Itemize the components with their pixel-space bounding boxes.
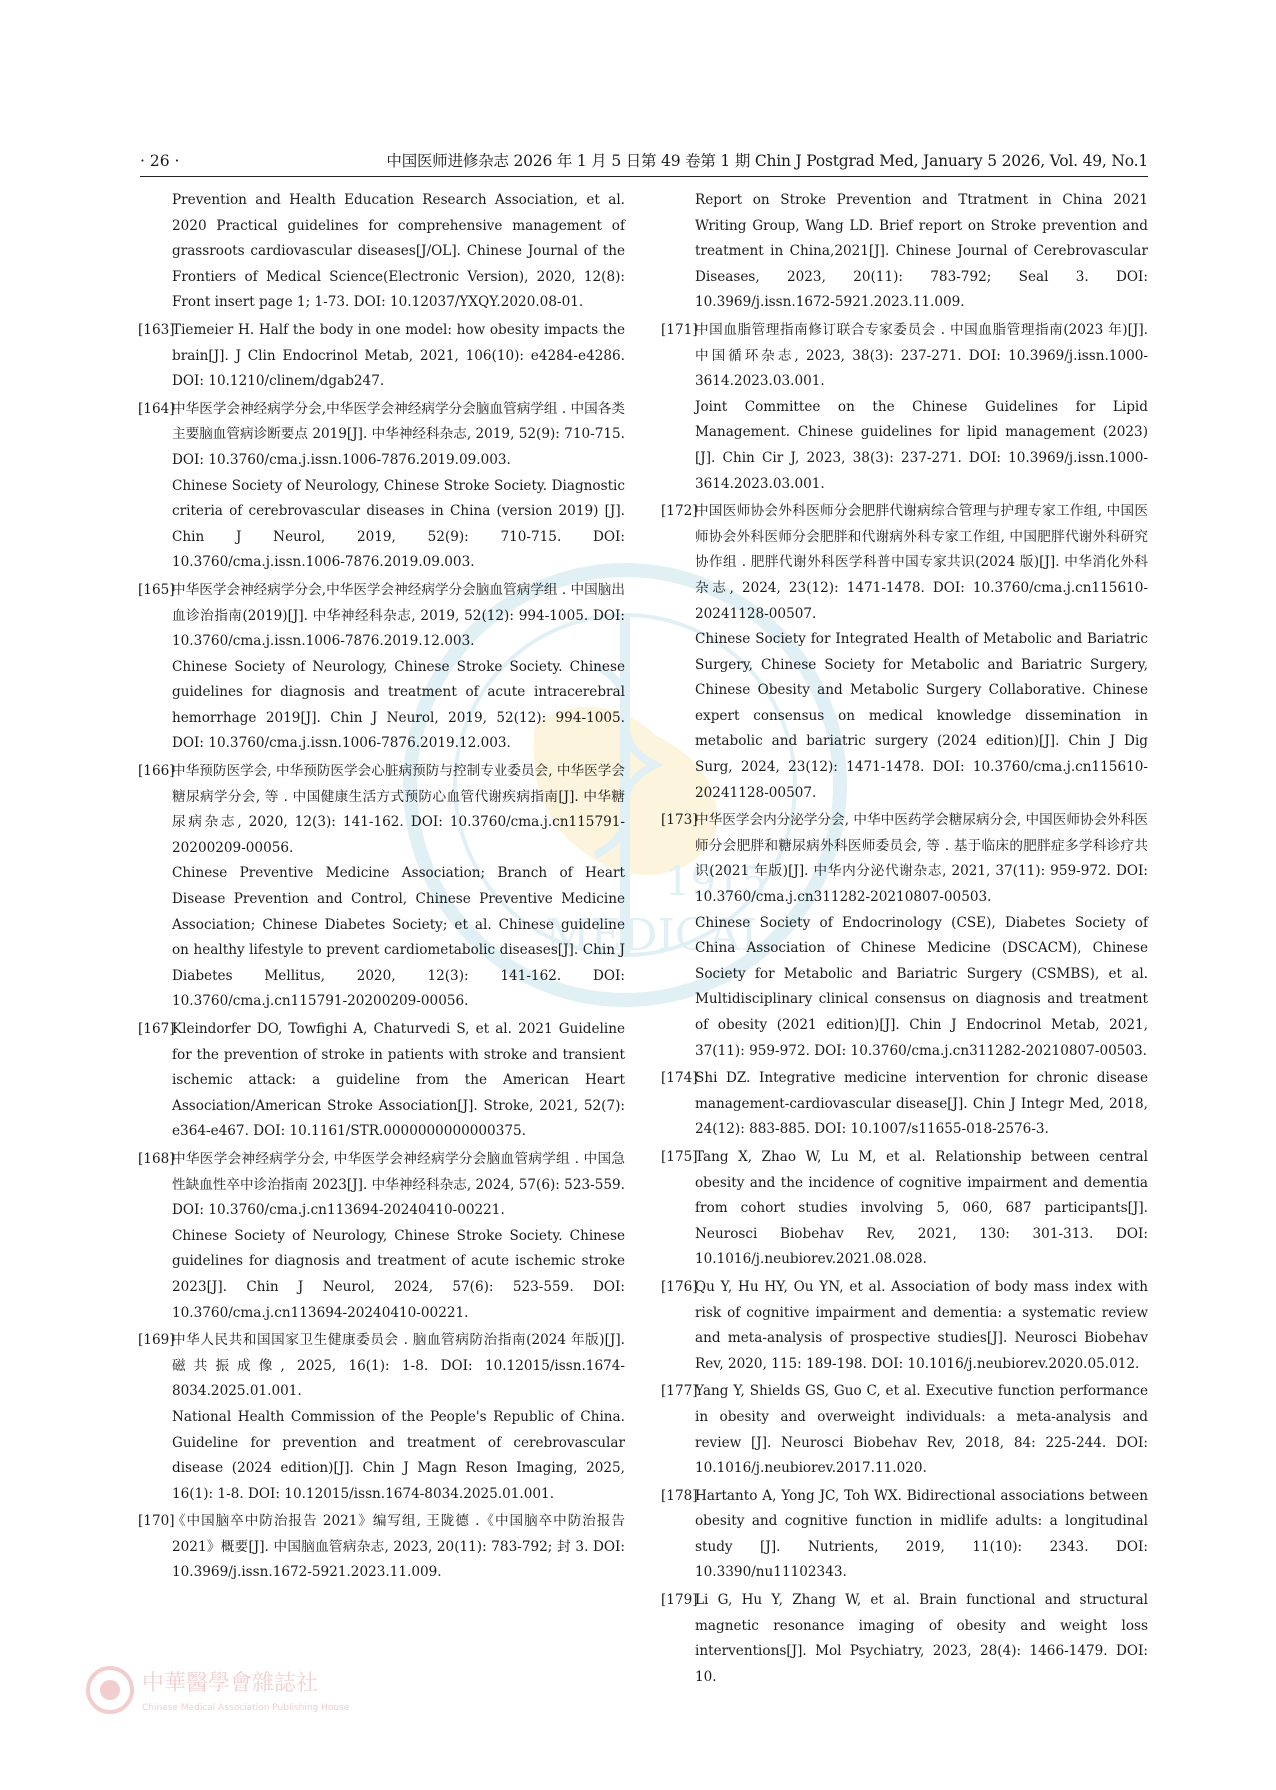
publisher-logo bbox=[80, 1660, 560, 1720]
reference-entry bbox=[663, 1145, 1148, 1273]
reference-text: 中华预防医学会, 中华预防医学会心脏病预防与控制专业委员会, 中华医学会糖尿病学分会, 等 . 中国健康生活方式预防心血管代谢疾病指南[J]. 中华糖尿病杂志, 2020, 12(3): 141-162. DOI: 10.3760/cma.j.cn115791-20200209-00056. bbox=[172, 763, 625, 856]
left-column-references bbox=[140, 188, 625, 1588]
reference-english-translation: Chinese Preventive Medicine Association; Branch of Heart Disease Prevention and Control, Chinese Preventive Medicine Association; Chinese Diabetes Society; et al. Chinese guideline on healthy lifestyle to prevent cardiometabolic diseases[J]. Chin J Diabetes Mellitus, 2020, 12(3): 141-162. DOI: 10.3760/cma.j.cn115791-20200209-00056. bbox=[172, 865, 625, 1010]
reference-number: [174] bbox=[661, 1070, 698, 1087]
reference-entry bbox=[663, 1066, 1148, 1143]
reference-text: Tang X, Zhao W, Lu M, et al. Relationship between central obesity and the incidence of cognitive impairment and dementia from cohort studies involving 5, 060, 687 participants[J]. Neurosci Biobehav Rev, 2021, 130: 301-313. DOI: 10.1016/j.neubiorev.2021.08.028. bbox=[695, 1148, 1148, 1268]
journal-info: 中国医师进修杂志 2026 年 1 月 5 日第 49 卷第 1 期 Chin J Postgrad Med, January 5 2026, Vol. 49, No.1 bbox=[386, 152, 1148, 170]
reference-number: [164] bbox=[138, 400, 175, 417]
reference-text: 中华医学会神经病学分会, 中华医学会神经病学分会脑血管病学组 . 中国急性缺血性卒中诊治指南 2023[J]. 中华神经科杂志, 2024, 57(6): 523-559. DOI: 10.3760/cma.j.cn113694-20240410-00221. bbox=[172, 1150, 625, 1219]
reference-entry bbox=[663, 1588, 1148, 1690]
reference-number: [168] bbox=[138, 1150, 175, 1167]
reference-number: [165] bbox=[138, 581, 175, 598]
reference-number: [177] bbox=[661, 1383, 698, 1400]
reference-english-translation: Chinese Society of Neurology, Chinese Stroke Society. Diagnostic criteria of cerebrovascular diseases in China (version 2019) [J]. Chin J Neurol, 2019, 52(9): 710-715. DOI: 10.3760/cma.j.issn.1006-7876.2019.09.003. bbox=[172, 477, 625, 571]
reference-entry bbox=[140, 397, 625, 576]
reference-text: 中华医学会内分泌学分会, 中华中医药学会糖尿病分会, 中国医师协会外科医师分会肥胖和糖尿病外科医师委员会, 等 . 基于临床的肥胖症多学科诊疗共识(2021 年版)[J]. 中华内分泌代谢杂志, 2021, 37(11): 959-972. DOI: 10.3760/cma.j.cn311282-20210807-00503. bbox=[695, 812, 1148, 906]
reference-text: 中国医师协会外科医师分会肥胖代谢病综合管理与护理专家工作组, 中国医师协会外科医师分会肥胖和代谢病外科专家工作组, 中国肥胖代谢外科研究协作组 . 肥胖代谢外科医学科普中国专家共识(2024 版)[J]. 中华消化外科杂志, 2024, 23(12): 1471-1478. DOI: 10.3760/cma.j.cn115610-20241128-00507. bbox=[695, 503, 1148, 622]
reference-text: Report on Stroke Prevention and Ttratment in China 2021 Writing Group, Wang LD. Brief report on Stroke prevention and treatment in China,2021[J]. Chinese Journal of Cerebrovascular Diseases, 2023, 20(11): 783-792; Seal 3. DOI: 10.3969/j.issn.1672-5921.2023.11.009. bbox=[695, 192, 1148, 311]
reference-english-translation: National Health Commission of the People's Republic of China. Guideline for prevention and treatment of cerebrovascular disease (2024 edition)[J]. Chin J Magn Reson Imaging, 2025, 16(1): 1-8. DOI: 10.12015/issn.1674-8034.2025.01.001. bbox=[172, 1408, 625, 1502]
reference-entry bbox=[140, 1328, 625, 1507]
right-column-references bbox=[663, 188, 1148, 1692]
reference-text: Shi DZ. Integrative medicine intervention for chronic disease management-cardiovascular disease[J]. Chin J Integr Med, 2018, 24(12): 883-885. DOI: 10.1007/s11655-018-2576-3. bbox=[695, 1070, 1148, 1138]
reference-text: Hartanto A, Yong JC, Toh WX. Bidirectional associations between obesity and cognitive function in midlife adults: a longitudinal study [J]. Nutrients, 2019, 11(10): 2343. DOI: 10.3390/nu11102343. bbox=[695, 1487, 1148, 1581]
reference-english-translation: Joint Committee on the Chinese Guidelines for Lipid Management. Chinese guidelines for lipid management (2023) [J]. Chin Cir J, 2023, 38(3): 237-271. DOI: 10.3969/j.issn.1000-3614.2023.03.001. bbox=[695, 398, 1148, 492]
reference-number: [175] bbox=[661, 1148, 698, 1165]
reference-entry bbox=[663, 318, 1148, 497]
reference-english-translation: Chinese Society of Endocrinology (CSE), Diabetes Society of China Association of Chinese Medicine (DSCACM), Chinese Society for Metabolic and Bariatric Surgery (CSMBS), et al. Multidisciplinary clinical consensus on diagnosis and treatment of obesity (2021 edition)[J]. Chin J Endocrinol Metab, 2021, 37(11): 959-972. DOI: 10.3760/cma.j.cn311282-20210807-00503. bbox=[695, 914, 1148, 1059]
reference-number: [169] bbox=[138, 1332, 175, 1349]
reference-english-translation: Chinese Society of Neurology, Chinese Stroke Society. Chinese guidelines for diagnosis and treatment of acute intracerebral hemorrhage 2019[J]. Chin J Neurol, 2019, 52(12): 994-1005. DOI: 10.3760/cma.j.issn.1006-7876.2019.12.003. bbox=[172, 658, 625, 752]
reference-number: [172] bbox=[661, 503, 698, 520]
reference-entry bbox=[663, 1275, 1148, 1377]
reference-number: [170] bbox=[138, 1513, 175, 1530]
reference-number: [179] bbox=[661, 1592, 698, 1609]
reference-text: 中华人民共和国国家卫生健康委员会 . 脑血管病防治指南(2024 年版)[J]. 磁共振成像, 2025, 16(1): 1-8. DOI: 10.12015/issn.1674-8034.2025.01.001. bbox=[172, 1332, 625, 1400]
reference-entry bbox=[140, 188, 625, 316]
reference-number: [178] bbox=[661, 1487, 698, 1504]
reference-entry bbox=[140, 1017, 625, 1145]
reference-entry bbox=[663, 499, 1148, 806]
svg-text:中華醫學會雜誌社: 中華醫學會雜誌社 bbox=[142, 1671, 319, 1696]
reference-entry bbox=[663, 188, 1148, 316]
reference-number: [166] bbox=[138, 763, 175, 780]
reference-entry bbox=[140, 318, 625, 395]
svg-text:1915: 1915 bbox=[665, 859, 767, 905]
reference-text: Yang Y, Shields GS, Guo C, et al. Executive function performance in obesity and overweight individuals: a meta-analysis and review [J]. Neurosci Biobehav Rev, 2018, 84: 225-244. DOI: 10.1016/j.neubiorev.2017.11.020. bbox=[695, 1383, 1148, 1477]
reference-entry bbox=[663, 1484, 1148, 1586]
reference-number: [171] bbox=[661, 321, 698, 338]
svg-text:MEDICAL: MEDICAL bbox=[545, 910, 770, 961]
reference-number: [167] bbox=[138, 1021, 175, 1037]
reference-text: 《中国脑卒中防治报告 2021》编写组, 王陇德 .《中国脑卒中防治报告 2021》概要[J]. 中国脑血管病杂志, 2023, 20(11): 783-792; 封 3. DOI: 10.3969/j.issn.1672-5921.2023.11.009. bbox=[172, 1513, 625, 1581]
reference-text: 中华医学会神经病学分会,中华医学会神经病学分会脑血管病学组 . 中国各类主要脑血管病诊断要点 2019[J]. 中华神经科杂志, 2019, 52(9): 710-715. DOI: 10.3760/cma.j.issn.1006-7876.2019.09.003. bbox=[172, 400, 625, 468]
reference-entry bbox=[140, 578, 625, 757]
reference-text: 中华医学会神经病学分会,中华医学会神经病学分会脑血管病学组 . 中国脑出血诊治指南(2019)[J]. 中华神经科杂志, 2019, 52(12): 994-1005. DOI: 10.3760/cma.j.issn.1006-7876.2019.12.003. bbox=[172, 581, 625, 650]
reference-text: 中国血脂管理指南修订联合专家委员会 . 中国血脂管理指南(2023 年)[J]. 中国循环杂志, 2023, 38(3): 237-271. DOI: 10.3969/j.issn.1000-3614.2023.03.001. bbox=[695, 321, 1148, 390]
reference-number: [176] bbox=[661, 1278, 698, 1295]
page-header bbox=[140, 150, 1148, 177]
reference-text: Tiemeier H. Half the body in one model: how obesity impacts the brain[J]. J Clin Endocrinol Metab, 2021, 106(10): e4284-e4286. DOI: 10.1210/clinem/dgab247. bbox=[172, 321, 625, 390]
reference-number: [173] bbox=[661, 812, 698, 829]
reference-entry bbox=[140, 1147, 625, 1326]
reference-text: Prevention and Health Education Research Association, et al. 2020 Practical guidelines for comprehensive management of grassroots cardiovascular diseases[J/OL]. Chinese Journal of the Frontiers of Medical Science(Electronic Version), 2020, 12(8): Front insert page 1; 1-73. DOI: 10.12037/YXQY.2020.08-01. bbox=[172, 192, 625, 311]
reference-text: Qu Y, Hu HY, Ou YN, et al. Association of body mass index with risk of cognitive impairment and dementia: a systematic review and meta-analysis of prospective studies[J]. Neurosci Biobehav Rev, 2020, 115: 189-198. DOI: 10.1016/j.neubiorev.2020.05.012. bbox=[695, 1278, 1148, 1372]
reference-entry bbox=[140, 1509, 625, 1586]
reference-number: [163] bbox=[138, 321, 175, 338]
page-number: · 26 · bbox=[140, 152, 180, 170]
reference-english-translation: Chinese Society for Integrated Health of Metabolic and Bariatric Surgery, Chinese Society for Metabolic and Bariatric Surgery, Chinese Obesity and Metabolic Surgery Collaborative. Chinese expert consensus on medical knowledge dissemination in metabolic and bariatric surgery (2024 edition)[J]. Chin J Dig Surg, 2024, 23(12): 1471-1478. DOI: 10.3760/cma.j.cn115610-20241128-00507. bbox=[695, 631, 1148, 801]
svg-text:Chinese Medical Association Pu: Chinese Medical Association Publishing House bbox=[142, 1703, 350, 1713]
reference-entry bbox=[663, 1379, 1148, 1481]
reference-english-translation: Chinese Society of Neurology, Chinese Stroke Society. Chinese guidelines for diagnosis and treatment of acute ischemic stroke 2023[J]. Chin J Neurol, 2024, 57(6): 523-559. DOI: 10.3760/cma.j.cn113694-20240410-00221. bbox=[172, 1227, 625, 1321]
reference-text: Kleindorfer DO, Towfighi A, Chaturvedi S, et al. 2021 Guideline for the prevention of stroke in patients with stroke and transient ischemic attack: a guideline from the American Heart Association/American Stroke Association[J]. Stroke, 2021, 52(7): e364-e467. DOI: 10.1161/STR.0000000000000375. bbox=[172, 1021, 625, 1140]
reference-entry bbox=[663, 808, 1148, 1064]
reference-entry bbox=[140, 759, 625, 1015]
reference-text: Li G, Hu Y, Zhang W, et al. Brain functional and structural magnetic resonance imaging of obesity and weight loss interventions[J]. Mol Psychiatry, 2023, 28(4): 1466-1479. DOI: 10. bbox=[695, 1592, 1148, 1685]
